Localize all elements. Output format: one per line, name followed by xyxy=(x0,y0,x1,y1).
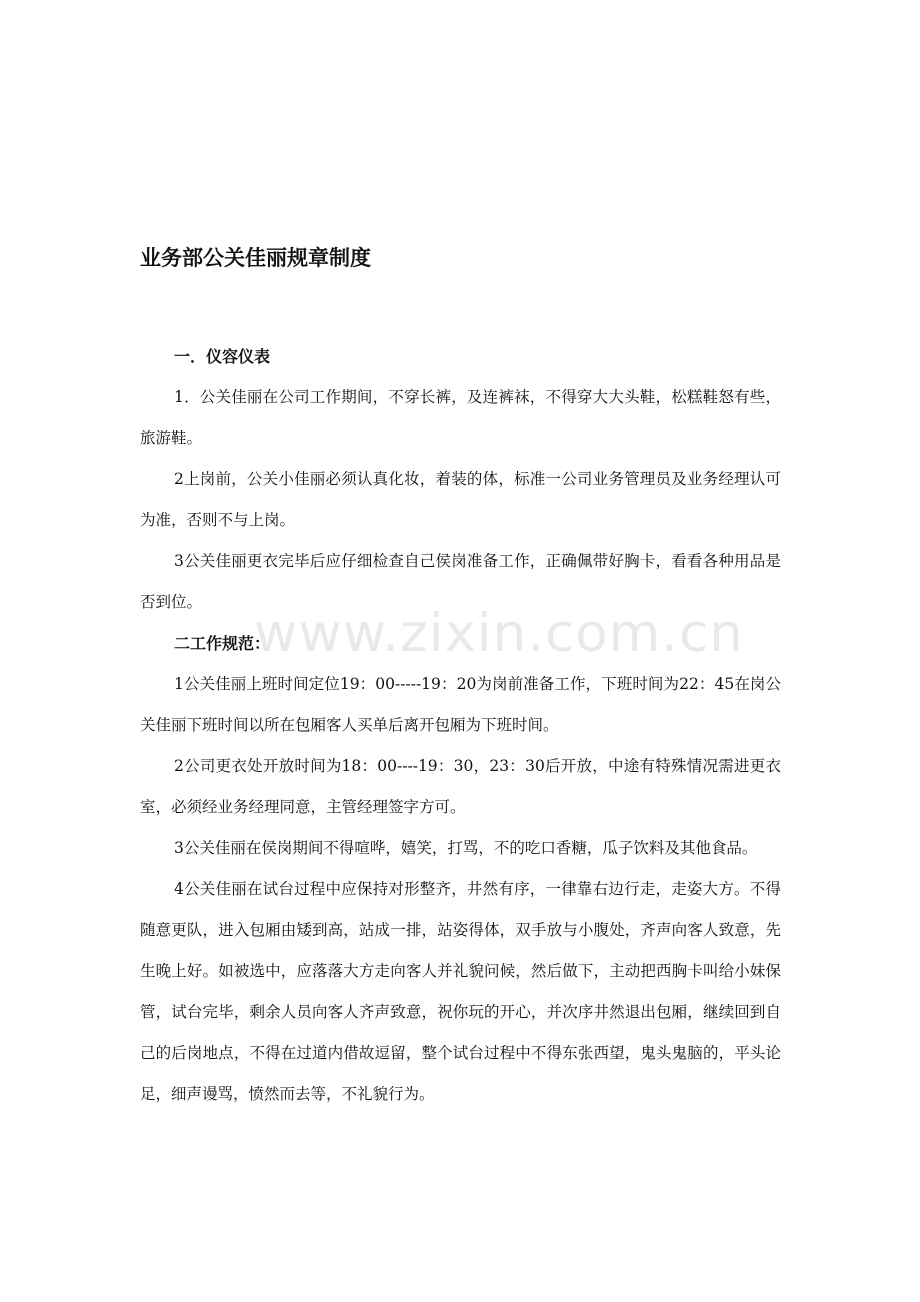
document-title: 业务部公关佳丽规章制度 xyxy=(140,246,371,270)
rule-paragraph: 2上岗前，公关小佳丽必须认真化妆，着装的体，标准一公司业务管理员及业务经理认可为准，否则不与上岗。 xyxy=(140,470,781,529)
rule-paragraph: 3公关佳丽更衣完毕后应仔细检查自己侯岗准备工作，正确佩带好胸卡，看看各种用品是否到位。 xyxy=(140,552,781,611)
section-heading-work-rules: 二工作规范： xyxy=(174,634,271,653)
rule-paragraph: 2公司更衣处开放时间为18：00----19：30，23：30后开放，中途有特殊情况需进更衣室，必须经业务经理同意，主管经理签字方可。 xyxy=(140,757,781,816)
rule-paragraph: 1公关佳丽上班时间定位19：00-----19：20为岗前准备工作，下班时间为22：45在岗公关佳丽下班时间以所在包厢客人买单后离开包厢为下班时间。 xyxy=(140,675,781,734)
rule-paragraph: 4公关佳丽在试台过程中应保持对形整齐，井然有序，一律靠右边行走，走姿大方。不得随意更队，进入包厢由矮到高，站成一排，站姿得体，双手放与小腹处，齐声向客人致意，先生晚上好。如被选中，应落落大方走向客人并礼貌问候，然后做下，主动把西胸卡叫给小妹保管，试台完毕，剩余人员向客人齐声致意，祝你玩的开心，并次序井然退出包厢，继续回到自己的后岗地点，不得在过道内借故逗留，整个试台过程中不得东张西望，鬼头鬼脑的，平头论足，细声谩骂，愤然而去等，不礼貌行为。 xyxy=(140,880,781,1103)
document-body xyxy=(140,240,781,1115)
watermark: www.zixin.com.cn xyxy=(254,603,744,664)
section-heading-appearance: 一．仪容仪表 xyxy=(174,347,271,366)
rule-paragraph: 3公关佳丽在侯岗期间不得喧哗，嬉笑，打骂，不的吃口香糖，瓜子饮料及其他食品。 xyxy=(174,839,758,857)
rule-paragraph: 1．公关佳丽在公司工作期间，不穿长裤，及连裤袜，不得穿大大头鞋，松糕鞋怒有些，旅游鞋。 xyxy=(140,388,781,447)
